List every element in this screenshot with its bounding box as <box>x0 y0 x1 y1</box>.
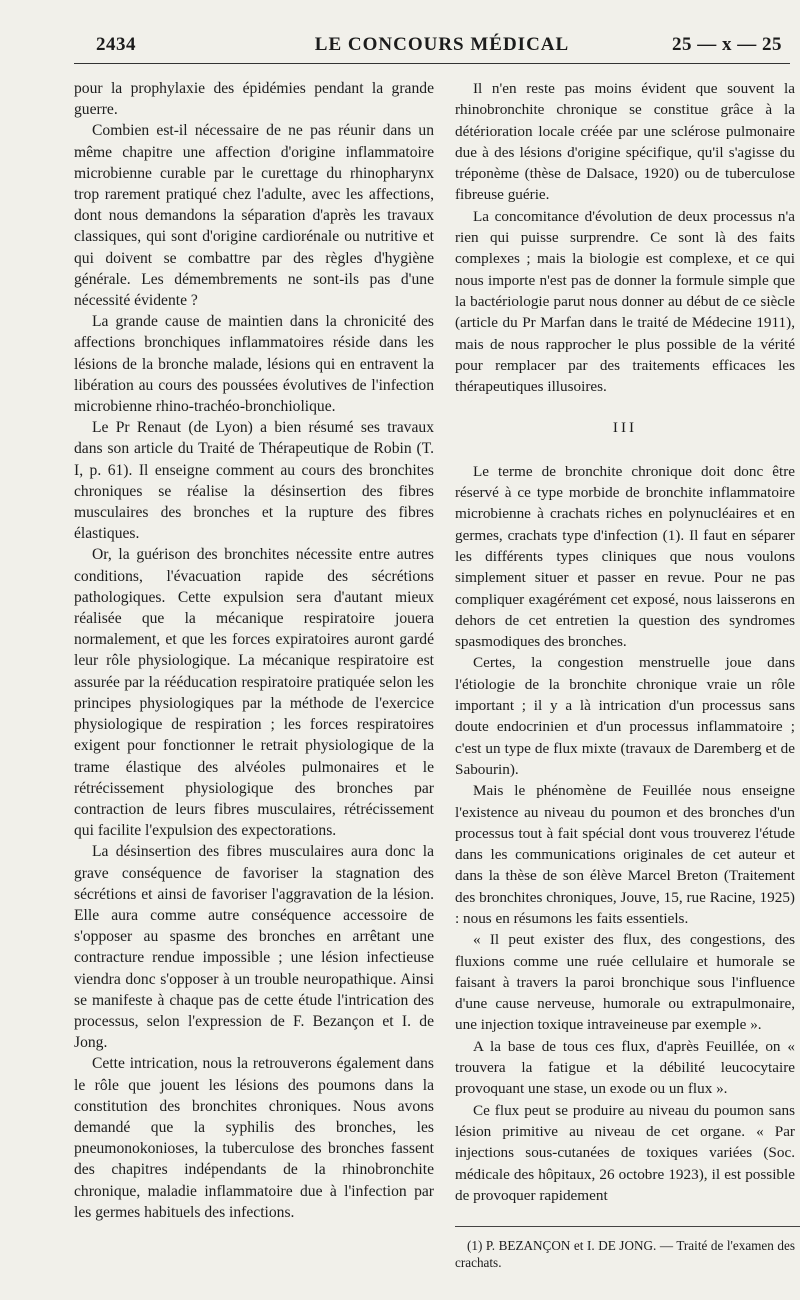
paragraph: La concomitance d'évolution de deux processus n'a rien qui puisse surprendre. Ce sont là des faits complexes ; mais la biologie est complexe, et ce qui nous importe n'est pas de donner la formule simple que la bactériologie parut nous donner au début de ce siècle (article du Pr Marfan dans le traité de Médecine 1911), mais de nous rapprocher le plus possible de la vérité pour remplacer par des traitements efficaces les thérapeutiques illusoires. <box>455 207 795 396</box>
paragraph: Mais le phénomène de Feuillée nous enseigne l'existence au niveau du poumon et des bronches d'un processus tout à fait spécial dont vous trouverez l'étude dans les communications originales de cet auteur et dans la thèse de son élève Marcel Breton (Traitement des bronchites chroniques, Jouve, 15, rue Racine, 1925) : nous en résumons les faits essentiels. <box>455 782 795 927</box>
paragraph: Cette intrication, nous la retrouverons également dans le rôle que jouent les lésions des poumons dans la constitution des bronchites chroniques. Nous avons demandé que la syphilis des bronches, les pneumonokonioses, la tuberculose des bronches fassent des chapitres indépendants de la rhinobronchite chronique, maladie inflammatoire due à l'infection par les germes habituels des infections. <box>74 1055 434 1221</box>
paragraph: pour la prophylaxie des épidémies pendant la grande guerre. <box>74 80 434 119</box>
paragraph: « Il peut exister des flux, des congestions, des fluxions comme une ruée cellulaire et humorale se faisant à travers la paroi bronchique sous l'influence d'une cause nerveuse, humorale ou extrapulmonaire, une injection toxique intraveineuse par exemple ». <box>455 931 795 1034</box>
paragraph: Combien est-il nécessaire de ne pas réunir dans un même chapitre une affection d'origine inflammatoire microbienne curable par le curettage du rhinopharynx trop rarement pratiqué chez l'adulte, avec les affections, dont nous demandons la séparation d'après les travaux classiques, qui sont d'origine cardiorénale ou nutritive et qui doivent se combattre par des règles d'hygiène générale. Les démembrements ne sont-ils pas d'une nécessité évidente ? <box>74 122 434 310</box>
issue-date: 25 — x — 25 <box>672 34 782 55</box>
paragraph: Ce flux peut se produire au niveau du poumon sans lésion primitive au niveau de cet organe. « Par injections sous-cutanées de toxiques variées (Soc. médicale des hôpitaux, 26 octobre 1923), il est possible de provoquer rapidement <box>455 1101 795 1204</box>
right-column <box>455 78 795 1271</box>
left-column <box>74 78 434 1223</box>
header-rule <box>74 63 790 64</box>
paragraph: Le Pr Renaut (de Lyon) a bien résumé ses travaux dans son article du Traité de Thérapeutique de Robin (T. I, p. 61). Il enseigne comment au cours des bronchites chroniques se réalise la désinsertion des fibres musculaires des bronches et la rupture des fibres élastiques. <box>74 419 434 543</box>
paragraph: La grande cause de maintien dans la chronicité des affections bronchiques inflammatoires réside dans les lésions de la bronche malade, lésions qui en entravent la libération au cours des poussées évolutives de l'infection microbienne rhino-trachéo-bronchiolique. <box>74 313 434 416</box>
footnote: (1) P. BEZANÇON et I. DE JONG. — Traité de l'examen des crachats. <box>455 1238 795 1271</box>
paragraph: Certes, la congestion menstruelle joue dans l'étiologie de la bronchite chronique vraie un rôle important ; il y a là intrication d'un processus sans doute endocrinien et d'un processus inflammatoire ; c'est un type de flux mixte (travaux de Daremberg et de Sabourin). <box>455 654 795 778</box>
paragraph: Il n'en reste pas moins évident que souvent la rhinobronchite chronique se constitue grâce à la détérioration locale créée par une sclérose pulmonaire due à des lésions d'origine spécifique, qu'il s'agisse du tréponème (thèse de Dalsace, 1920) ou de tuberculose fibreuse guérie. <box>455 80 795 204</box>
footnote-rule <box>455 1226 800 1227</box>
paragraph: Le terme de bronchite chronique doit donc être réservé à ce type morbide de bronchite inflammatoire microbienne à crachats riches en polynucléaires et en germes, crachats type d'infection (1). Il faut en séparer les différents types cliniques que nous voulons simplement situer et passer en revue. Pour ne pas compliquer exagérément cet exposé, nous laisserons en dehors de cet entretien la question des syndromes spasmodiques des bronches. <box>455 462 795 651</box>
section-heading: III <box>612 419 638 437</box>
running-header <box>96 34 788 62</box>
paragraph: A la base de tous ces flux, d'après Feuillée, on « trouvera la fatigue et la débilité leucocytaire provoquant une stase, un exode ou un flux ». <box>455 1037 795 1098</box>
journal-title: LE CONCOURS MÉDICAL <box>314 34 570 55</box>
page-number: 2434 <box>96 34 136 55</box>
paragraph: La désinsertion des fibres musculaires aura donc la grave conséquence de favoriser la stagnation des sécrétions et ainsi de favoriser l'aggravation de la lésion. Elle aura comme autre conséquence accessoire de s'opposer au spasme des bronches en arrêtant une contracture rendue impossible ; une lésion infectieuse viendra donc s'opposer à un trouble neuropathique. Ainsi se manifeste à chaque pas de cette étude l'intrication des processus, selon l'expression de F. Bezançon et I. de Jong. <box>74 843 434 1052</box>
paragraph: Or, la guérison des bronchites nécessite entre autres conditions, l'évacuation rapide des sécrétions pathologiques. Cette expulsion sera d'autant mieux réalisée que la mécanique respiratoire jouera normalement, et que les forces expiratoires auront gardé leur rôle physiologique. La mécanique respiratoire est assurée par la rééducation respiratoire pratiquée selon les principes physiologiques par la méthode de l'exercice physiologique de respiration ; les forces respiratoires exigent pour fonctionner le retrait physiologique de la trame élastique des alvéoles pulmonaires et le rétrécissement physiologique des bronches par contraction de leurs fibres musculaires, rétrécissement qui facilite l'expulsion des expectorations. <box>74 546 434 840</box>
